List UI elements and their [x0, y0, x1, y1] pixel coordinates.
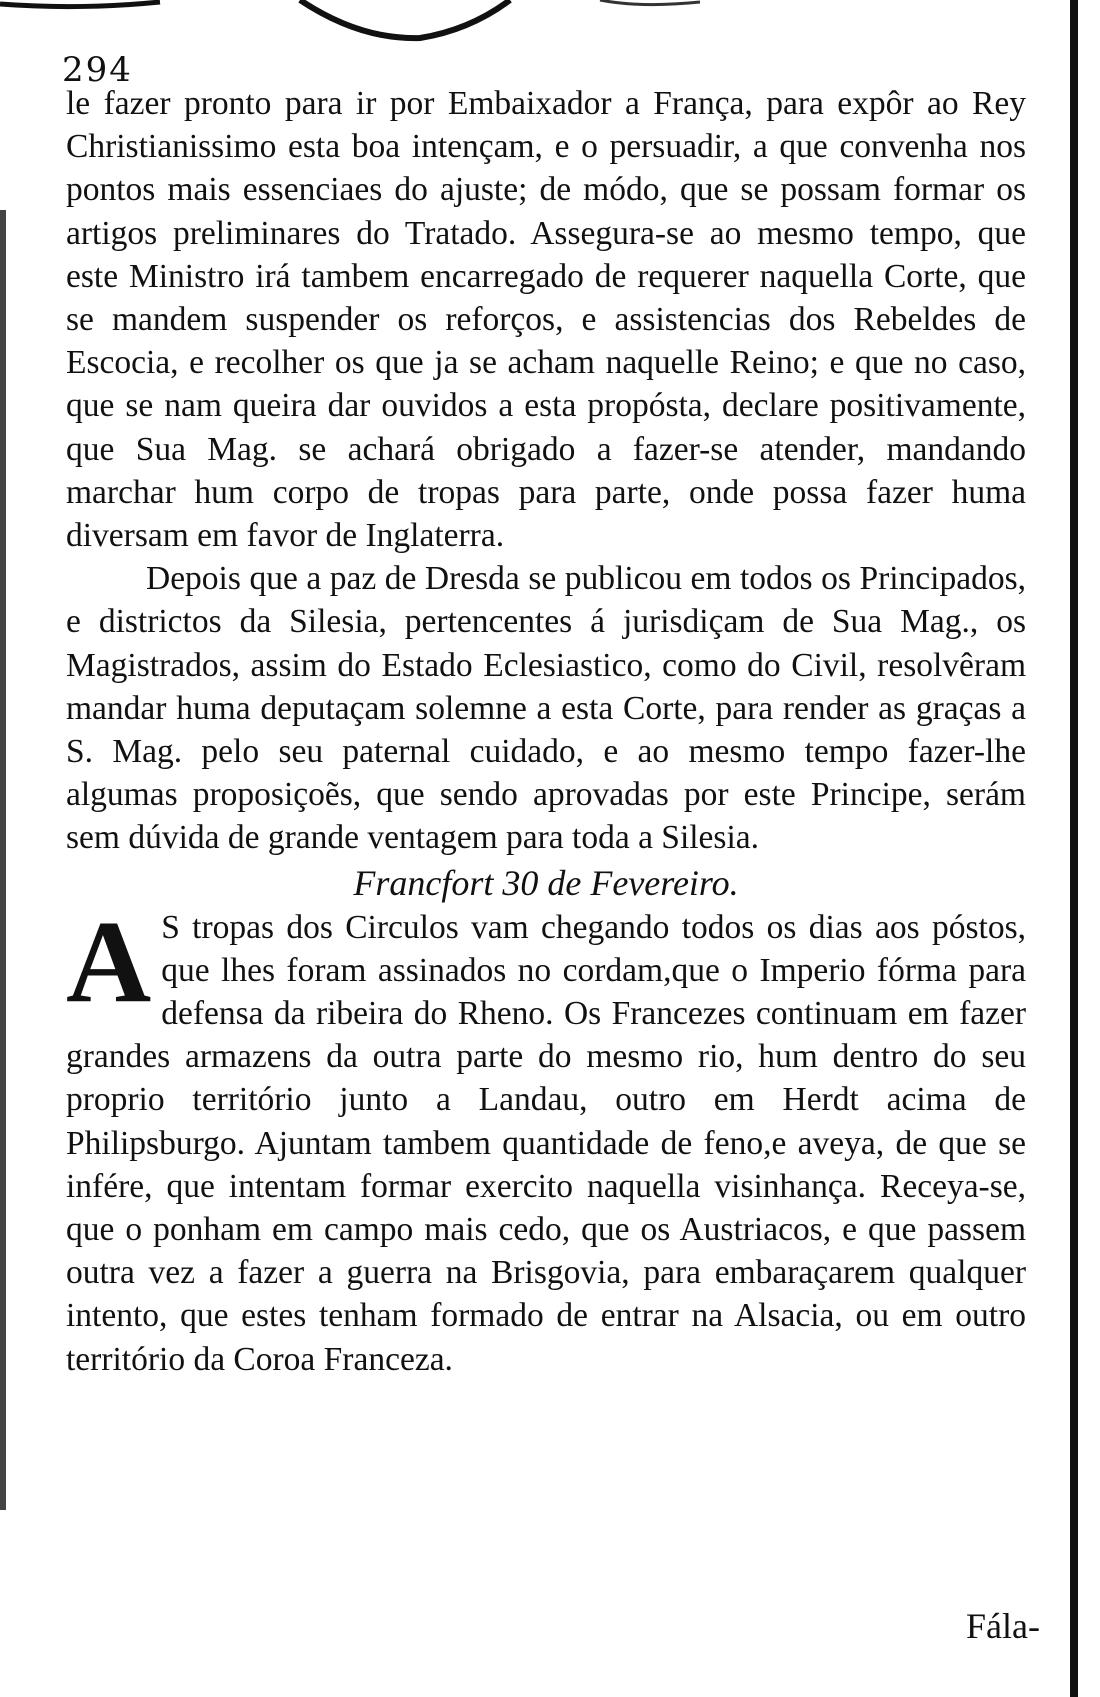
- top-ornament-scan-artifact: [0, 0, 1100, 60]
- dateline-heading: Francfort 30 de Fevereiro.: [353, 862, 739, 903]
- paragraph-2: Depois que a paz de Dresda se publicou em todos os Principados, e districtos da Silesia, pertencentes á jurisdiçam de Sua Mag., os Magistrados, assim do Estado Eclesiastico, como do Civil, resolvêram mandar huma deputaçam solemne a esta Corte, para render as graças a S. Mag. pelo seu paternal cuidado, e ao mesmo tempo fazer-lhe algumas proposiçoẽs, que sendo aprovadas por este Principe, serám sem dúvida de grande ventagem para toda a Silesia.: [66, 560, 1026, 857]
- drop-cap: A: [66, 895, 152, 1027]
- catchword: Fála-: [966, 1606, 1040, 1646]
- paragraph-3-container: [66, 895, 1026, 1381]
- left-edge-shadow: [0, 210, 6, 1510]
- page-number: 294: [62, 50, 133, 90]
- paragraph-3: S tropas dos Circulos vam chegando todos os dias aos póstos, que lhes foram assinados no cordam,que o Imperio fórma para defensa da ribeira do Rheno. Os Francezes continuam em fazer grandes armazens da outra parte do mesmo rio, hum dentro do seu proprio território junto a Landau, outro em Herdt acima de Philipsburgo. Ajuntam tambem quantidade de feno,e aveya, de que se infére, que intentam formar exercito naquella visinhança. Receya-se, que o ponham em campo mais cedo, que os Austriacos, e que passem outra vez a fazer a guerra na Brisgovia, para embaraçarem qualquer intento, que estes tenham formado de entrar na Alsacia, ou em outro território da Coroa Franceza.: [66, 908, 1026, 1378]
- right-edge-shadow: [1070, 0, 1078, 1697]
- paragraph-1: le fazer pronto para ir por Embaixador a França, para expôr ao Rey Christianissimo esta boa intençam, e o persuadir, a que convenha nos pontos mais essenciaes do ajuste; de módo, que se possam formar os artigos preliminares do Tratado. Assegura-se ao mesmo tempo, que este Ministro irá tambem encarregado de requerer naquella Corte, que se mandem suspender os reforços, e assistencias dos Rebeldes de Escocia, e recolher os que ja se acham naquelle Reino; e que no caso, que se nam queira dar ouvidos a esta propósta, declare positivamente, que Sua Mag. se achará obrigado a fazer-se atender, mandando marchar hum corpo de tropas para parte, onde possa fazer huma diversam em favor de Inglaterra.: [66, 85, 1026, 555]
- body-text: [66, 82, 1026, 1381]
